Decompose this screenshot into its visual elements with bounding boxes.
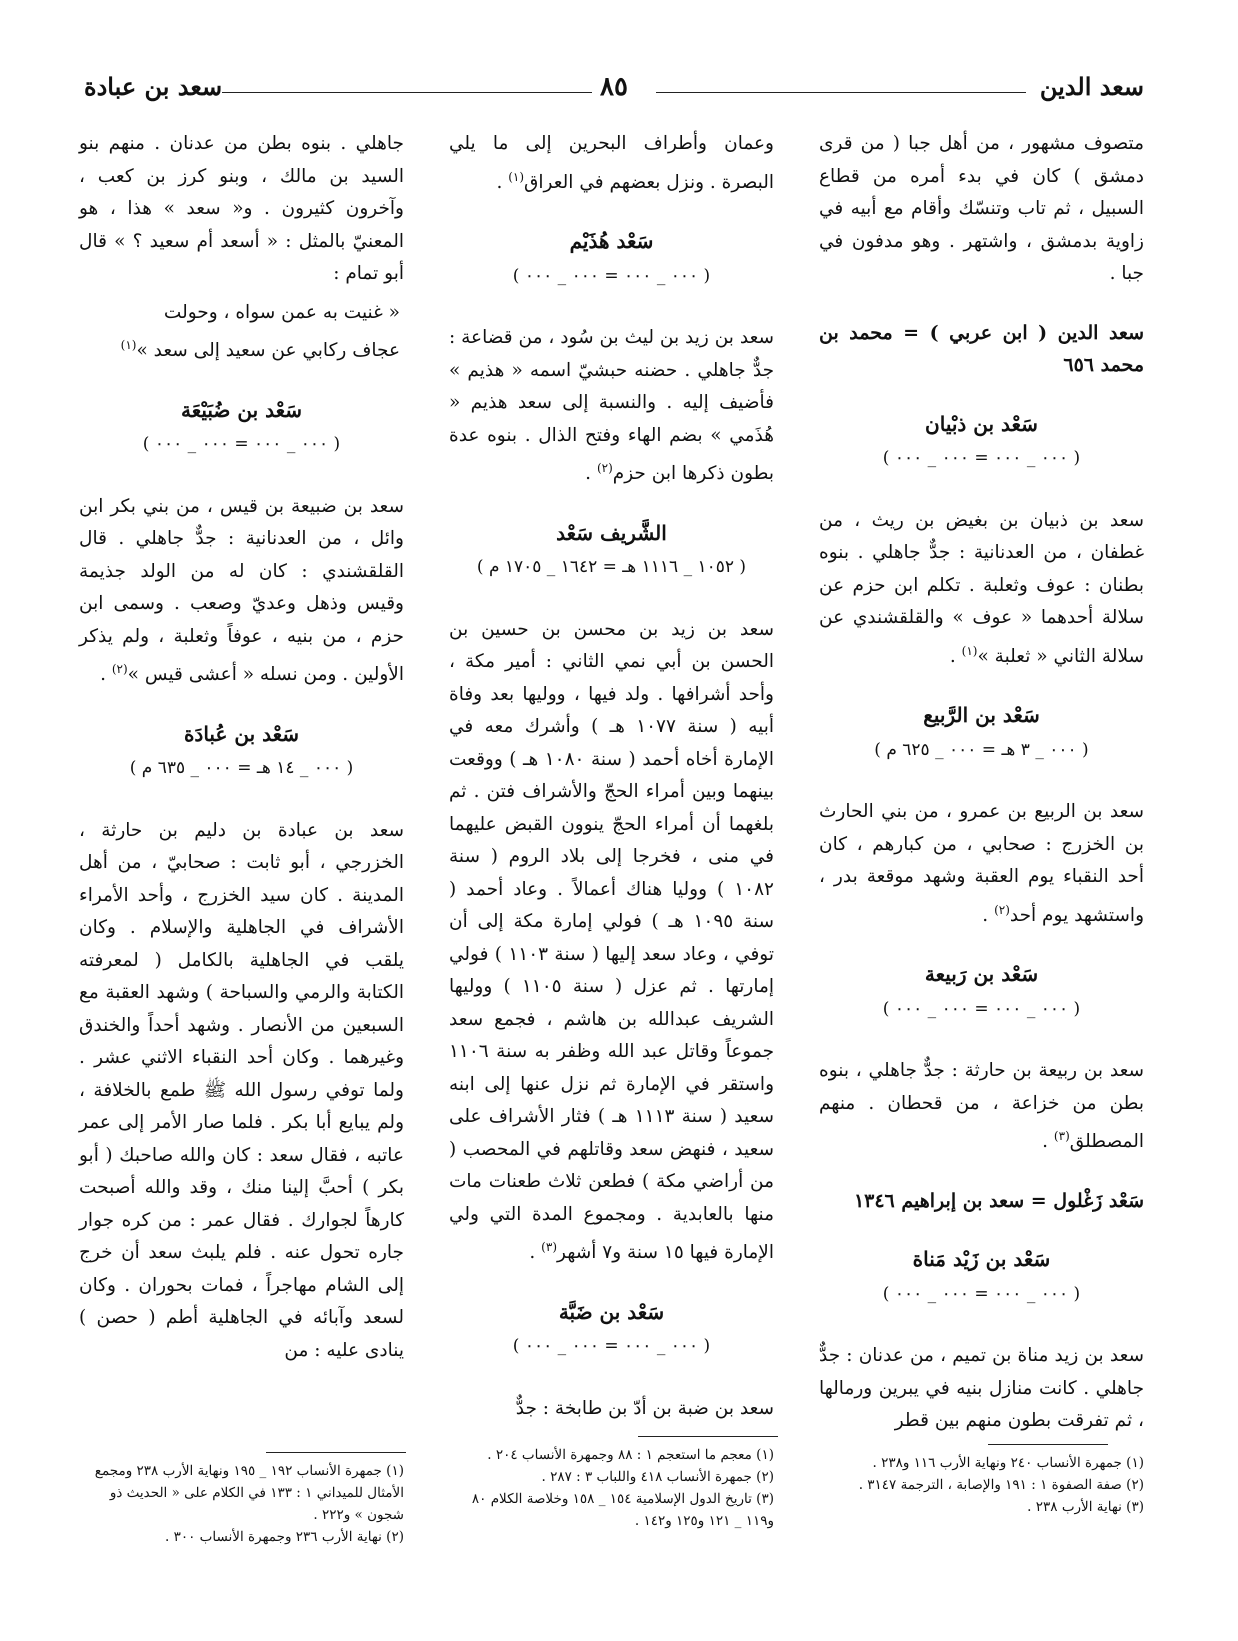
running-head-right: سعد الدين [1039,72,1144,101]
footnote-marker: (٢) [111,662,128,677]
entry-dates: ( ٠٠٠ _ ١٤ هـ = ٠٠٠ _ ٦٣٥ م ) [129,758,354,779]
entry-dates: ( ٠٠٠ _ ٣ هـ = ٠٠٠ _ ٦٢٥ م ) [874,739,1089,760]
paragraph: جاهلي . بنوه بطن من عدنان . منهم بنو السيد بن مالك ، وبنو كرز بن كعب ، وآخرون كثيرون . و« سعد » هذا ، هو المعنيّ بالمثل : « أسعد أم سعيد ؟ » قال أبو تمام : [79,133,404,284]
footnotes-right [819,1452,1144,1518]
entry-title: سَعْد بن ضَبَّة [558,1299,665,1324]
footnote-marker: (٣) [1053,1129,1070,1144]
entry-text: سعد بن ضبيعة بن قيس ، من بني بكر ابن وائل ، من العدنانية : جدٌّ جاهلي . قال القلقشندي : كان له من الولد جذيمة وقيس وذهل وعديّ وصعب . وسمى ابن حزم ، من بنيه ، عوفاً وثعلبة ، ولم يذكر الأولين . ومن نسله « أعشى قيس »$^{(٢)}$ . [79,495,404,686]
footnote-rule [638,1436,778,1437]
entry-title: سَعْد بن الرَّبيع [923,703,1040,728]
entry-title: سَعْد بن ضُبَيْعَة [180,397,303,422]
footnote: (٢) نهاية الأرب ٢٣٦ وجمهرة الأنساب ٣٠٠ . [165,1529,404,1545]
header-rule-left [222,92,592,93]
footnote-marker: (٢) [596,461,613,476]
header-rule-right [656,92,1026,93]
paragraph: متصوف مشهور ، من أهل جبا ( من قرى دمشق ) كان في بدء أمره من قطاع السبيل ، ثم تاب وتنسّك وأقام مع أبيه في زاوية بدمشق ، واشتهر . وهو مدفون في جبا . [819,133,1144,284]
entry-title: سَعْد هُذَيْم [569,229,654,254]
entry-dates: ( ٠٠٠ _ ٠٠٠ = ٠٠٠ _ ٠٠٠ ) [882,1283,1081,1304]
entry-text: سعد بن ربيعة بن حارثة : جدٌّ جاهلي ، بنوه بطن من خزاعة ، من قحطان . منهم المصطلق$^{(٣)}$ . [819,1060,1144,1153]
entry-text: سعد بن ضبة بن أدّ بن طابخة : جدٌّ [515,1397,774,1419]
entry-text: سعد بن زيد بن ليث بن سُود ، من قضاعة : جدٌّ جاهلي . حضنه حبشيّ اسمه « هذيم » فأضيف إليه . والنسبة إلى سعد هذيم « هُذَمي » بضم الهاء وفتح الذال . بنوه عدة بطون ذكرها ابن حزم$^{(٢)}$ . [449,327,774,485]
footnote-marker: (٣) [541,1240,557,1255]
entry-dates: ( ٠٠٠ _ ٠٠٠ = ٠٠٠ _ ٠٠٠ ) [882,448,1081,468]
column-right [819,128,1144,1464]
entry-body: سعد بن الربيع بن عمرو ، من بني الحارث بن الخزرج : صحابي ، من كبارهم ، كان أحد النقباء يوم العقبة وشهد موقعة بدر ، واستشهد يوم أحد [819,801,1144,926]
footnote: (١) جمهرة الأنساب ١٩٢ _ ١٩٥ ونهاية الأرب ٢٣٨ ومجمع الأمثال للميداني ١ : ١٣٣ في الكلام على « الحديث ذو شجون » و٢٢٢ . [94,1463,404,1523]
footnote: (٣) نهاية الأرب ٢٣٨ . [1027,1499,1144,1515]
footnotes-middle [449,1444,774,1532]
entry-dates: ( ٠٠٠ _ ٠٠٠ = ٠٠٠ _ ٠٠٠ ) [142,434,341,455]
footnote: (١) معجم ما استعجم ١ : ٨٨ وجمهرة الأنساب ٢٠٤ . [487,1447,774,1463]
entry-dates: ( ١٠٥٢ _ ١١١٦ هـ = ١٦٤٢ _ ١٧٠٥ م ) [476,557,747,578]
poem-line-text: عجاف ركابي عن سعيد إلى سعد » [136,340,400,362]
poem-line: « غنيت به عمن سواه ، وحولت [163,301,400,323]
entry-title: سَعْد بن ذبْيان [925,411,1038,436]
entry-body: سعد بن زيد بن محسن بن حسين بن الحسن بن أبي نمي الثاني : أمير مكة ، وأحد أشرافها . ولد فيها ، ووليها بعد وفاة أبيه ( سنة ١٠٧٧ هـ ) وأشرك معه في الإمارة أخاه أحمد ( سنة ١٠٨٠ هـ ) ووقعت بينهما وبين أمراء الحجّ والأشراف فتن . ثم بلغهما أن أمراء الحجّ ينوون القبض عليهما في منى ، فخرجا إلى بلاد الروم ( سنة ١٠٨٢ ) ووليا هناك أعمالاً . وعاد أحمد ( سنة ١٠٩٥ هـ ) فولي إمارة مكة إلى أن توفي ، وعاد سعد إليها ( سنة ١١٠٣ ) فولي إمارتها . ثم عزل ( سنة ١١٠٥ ) ووليها الشريف عبدالله بن هاشم ، فجمع سعد جموعاً وقاتل عبد الله وظفر به سنة ١١٠٦ واستقر في الإمارة ثم نزل عنها إلى ابنه سعيد ( سنة ١١١٣ هـ ) فثار الأشراف على سعيد ، فنهض سعد وقاتلهم في المحصب ( من أراضي مكة ) فطعن ثلاث طعنات مات منها بالعابدية . ومجموع المدة التي ولي الإمارة فيها ١٥ سنة و٧ أشهر [449,618,775,1264]
footnote-rule [988,1444,1108,1445]
footnote: (٢) صفة الصفوة ١ : ١٩١ والإصابة ، الترجمة ٣١٤٧ . [858,1477,1144,1493]
footnote: (٢) جمهرة الأنساب ٤١٨ واللباب ٣ : ٢٨٧ . [541,1469,774,1485]
entry-body: سعد بن زيد بن ليث بن سُود ، من قضاعة : جدٌّ جاهلي . حضنه حبشيّ اسمه « هذيم » فأضيف إليه . والنسبة إلى سعد هذيم « هُذَمي » بضم الهاء وفتح الذال . بنوه عدة بطون ذكرها ابن حزم [449,327,774,485]
entry-dates: ( ٠٠٠ _ ٠٠٠ = ٠٠٠ _ ٠٠٠ ) [512,1336,711,1357]
page-header [84,70,1144,106]
entry-body: سعد بن ربيعة بن حارثة : جدٌّ جاهلي ، بنوه بطن من خزاعة ، من قحطان . منهم المصطلق [819,1060,1144,1153]
running-head-left: سعد بن عبادة [84,72,223,101]
column-middle [449,128,774,1451]
footnote-rule [266,1452,406,1453]
cross-reference: سَعْد زَغْلول = سعد بن إبراهيم ١٣٤٦ [853,1189,1144,1212]
footnote: (٣) تاريخ الدول الإسلامية ١٥٤ _ ١٥٨ وخلاصة الكلام ٨٠ و١١٩ _ ١٢١ و١٢٥ و١٤٢ . [471,1491,774,1529]
entry-title: سَعْد بن عُبادَة [183,721,300,746]
page-number: ٨٥ [600,72,628,102]
entry-text: سعد بن عبادة بن دليم بن حارثة ، الخزرجي ، أبو ثابت : صحابيّ ، من أهل المدينة . كان سيد الخزرج ، وأحد الأمراء الأشراف في الجاهلية والإسلام . وكان يلقب في الجاهلية بالكامل ( لمعرفته الكتابة والرمي والسباحة ) وشهد العقبة مع السبعين من الأنصار . وشهد أحداً والخندق وغيرهما . وكان أحد النقباء الاثني عشر . ولما توفي رسول الله ﷺ طمع بالخلافة ، ولم يبايع أبا بكر . فلما صار الأمر إلى عمر عاتبه ، فقال سعد : كان والله صاحبك ( أبو بكر ) أحبَّ إلينا منك ، وقد والله أصبحت كارهاً لجوارك . فقال عمر : من كره جوار جاره تحول عنه . فلم يلبث سعد أن خرج إلى الشام مهاجراً ، فمات بحوران . وكان لسعد وآبائه في الجاهلية أطم ( حصن ) ينادى عليه : من [79,819,404,1361]
entry-title: سَعْد بن رَبيعة [924,962,1039,987]
entry-dates: ( ٠٠٠ _ ٠٠٠ = ٠٠٠ _ ٠٠٠ ) [882,998,1081,1019]
poem-line [79,329,404,368]
footnotes-left [79,1460,404,1548]
entry-title: الشَّريف سَعْد [556,520,667,545]
footnote-marker: (٢) [994,902,1010,917]
entry-dates: ( ٠٠٠ _ ٠٠٠ = ٠٠٠ _ ٠٠٠ ) [512,265,711,286]
footnote-marker: (١) [120,338,137,352]
entry-text: سعد بن ذبيان بن بغيض بن ريث ، من غطفان ، من العدنانية : جدٌّ جاهلي . بنوه بطنان : عوف وثعلبة . تكلم ابن حزم عن سلالة أحدهما « عوف » والقلقشندي عن سلالة الثاني « ثعلبة »$^{(١)}$ . [819,509,1144,667]
paragraph: وعمان وأطراف البحرين إلى ما يلي البصرة . ونزل بعضهم في العراق$^{(١)}$ . [449,133,774,193]
entry-text: سعد بن زيد مناة بن تميم ، من عدنان : جدٌّ جاهلي . كانت منازل بنيه في يبرين ورمالها ، ثم تفرقت بطون منهم بين قطر [819,1345,1144,1432]
entry-body: سعد بن ضبيعة بن قيس ، من بني بكر ابن وائل ، من العدنانية : جدٌّ جاهلي . قال القلقشندي : كان له من الولد جذيمة وقيس وذهل وعديّ وصعب . وسمى ابن حزم ، من بنيه ، عوفاً وثعلبة ، ولم يذكر الأولين . ومن نسله « أعشى قيس » [79,495,404,686]
entry-text: سعد بن الربيع بن عمرو ، من بني الحارث بن الخزرج : صحابي ، من كبارهم ، كان أحد النقباء يوم العقبة وشهد موقعة بدر ، واستشهد يوم أحد$^{(٢)}$ . [819,801,1144,926]
column-left [79,128,404,1393]
footnote-marker: (١) [508,169,525,184]
paragraph-body: وعمان وأطراف البحرين إلى ما يلي البصرة . ونزل بعضهم في العراق [449,133,774,193]
entry-body: سعد بن ذبيان بن بغيض بن ريث ، من غطفان ، من العدنانية : جدٌّ جاهلي . بنوه بطنان : عوف وثعلبة . تكلم ابن حزم عن سلالة أحدهما « عوف » والقلقشندي عن سلالة الثاني « ثعلبة » [819,509,1144,667]
cross-reference: سعد الدين ( ابن عربي ) = محمد بن محمد ٦٥٦ [819,321,1144,376]
footnote: (١) جمهرة الأنساب ٢٤٠ ونهاية الأرب ١١٦ و٢٣٨ . [872,1455,1144,1471]
entry-text: سعد بن زيد بن محسن بن حسين بن الحسن بن أبي نمي الثاني : أمير مكة ، وأحد أشرافها . ولد فيها ، ووليها بعد وفاة أبيه ( سنة ١٠٧٧ هـ ) وأشرك معه في الإمارة أخاه أحمد ( سنة ١٠٨٠ هـ ) ووقعت بينهما وبين أمراء الحجّ والأشراف فتن . ثم بلغهما أن أمراء الحجّ ينوون القبض عليهما في منى ، فخرجا إلى بلاد الروم ( سنة ١٠٨٢ ) ووليا هناك أعمالاً . وعاد أحمد ( سنة ١٠٩٥ هـ ) فولي إمارة مكة إلى أن توفي ، وعاد سعد إليها ( سنة ١١٠٣ ) فولي إمارتها . ثم عزل ( سنة ١١٠٥ ) ووليها الشريف عبدالله بن هاشم ، فجمع سعد جموعاً وقاتل عبد الله وظفر به سنة ١١٠٦ واستقر في الإمارة ثم نزل عنها إلى ابنه سعيد ( سنة ١١١٣ هـ ) فثار الأشراف على سعيد ، فنهض سعد وقاتلهم في المحصب ( من أراضي مكة ) فطعن ثلاث طعنات مات منها بالعابدية . ومجموع المدة التي ولي الإمارة فيها ١٥ سنة و٧ أشهر$^{(٣)}$ . [449,618,775,1264]
footnote-marker: (١) [961,643,978,658]
entry-title: سَعْد بن زَيْد مَناة [912,1247,1051,1272]
